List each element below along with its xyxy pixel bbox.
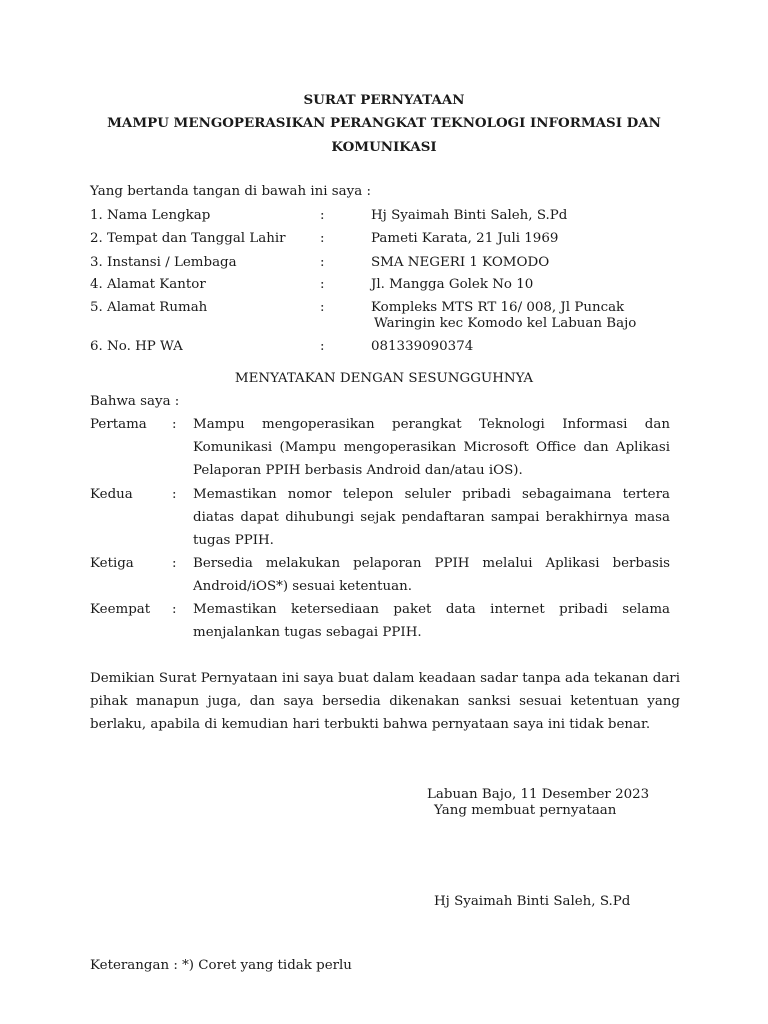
identity-value: Hj Syaimah Binti Saleh, S.Pd <box>371 208 568 223</box>
point-sep: : <box>172 602 177 617</box>
identity-label: 6. No. HP WA <box>90 339 183 354</box>
identity-value: Jl. Mangga Golek No 10 <box>371 277 534 292</box>
point-sep: : <box>172 417 177 432</box>
title-line-2: MAMPU MENGOPERASIKAN PERANGKAT TEKNOLOGI INFORMASI DAN <box>107 115 661 131</box>
point-text: Memastikan nomor telepon seluler pribadi sebagaimana tertera diatas dapat dihubungi sejak pendaftaran sampai berakhirnya masa tugas PPIH. <box>193 487 670 548</box>
point-text: Mampu mengoperasikan perangkat Teknologi Informasi dan Komunikasi (Mampu mengoperasikan Microsoft Office dan Aplikasi Pelaporan PPIH berbasis Android dan/atau iOS). <box>193 417 670 478</box>
signature-place-date: Labuan Bajo, 11 Desember 2023 <box>427 787 650 802</box>
signature-role: Yang membuat pernyataan <box>434 803 617 818</box>
declaration-heading: MENYATAKAN DENGAN SESUNGGUHNYA <box>234 371 534 386</box>
identity-label: 4. Alamat Kantor <box>90 277 206 292</box>
identity-sep: : <box>320 339 325 354</box>
signature-name: Hj Syaimah Binti Saleh, S.Pd <box>434 894 631 909</box>
identity-label: 3. Instansi / Lembaga <box>90 255 237 270</box>
point-label: Keempat <box>90 602 151 617</box>
point-label: Pertama <box>90 417 147 432</box>
identity-sep: : <box>320 208 325 223</box>
point-sep: : <box>172 487 177 502</box>
identity-value: Kompleks MTS RT 16/ 008, Jl Puncak <box>371 300 625 315</box>
point-label: Kedua <box>90 487 133 502</box>
identity-sep: : <box>320 277 325 292</box>
identity-label: 1. Nama Lengkap <box>90 208 211 223</box>
point-sep: : <box>172 556 177 571</box>
identity-value: Pameti Karata, 21 Juli 1969 <box>371 231 559 246</box>
identity-value: 081339090374 <box>371 339 474 354</box>
point-text: Bersedia melakukan pelaporan PPIH melalui Aplikasi berbasis Android/iOS*) sesuai ketentuan. <box>193 556 670 594</box>
identity-label: 2. Tempat dan Tanggal Lahir <box>90 231 286 246</box>
identity-sep: : <box>320 300 325 315</box>
identity-sep: : <box>320 255 325 270</box>
closing-paragraph: Demikian Surat Pernyataan ini saya buat dalam keadaan sadar tanpa ada tekanan dari pihak manapun juga, dan saya bersedia dikenakan sanksi sesuai ketentuan yang berlaku, apabila di kemudian hari terbukti bahwa pernyataan saya ini tidak benar. <box>90 671 680 732</box>
identity-value-line-2: Waringin kec Komodo kel Labuan Bajo <box>374 316 637 331</box>
identity-label: 5. Alamat Rumah <box>90 300 208 315</box>
footnote: Keterangan : *) Coret yang tidak perlu <box>90 958 352 973</box>
point-text: Memastikan ketersediaan paket data internet pribadi selama menjalankan tugas sebagai PPIH. <box>193 602 670 640</box>
bahwa-text: Bahwa saya : <box>90 394 180 409</box>
title-line-1: SURAT PERNYATAAN <box>303 92 465 108</box>
intro-text: Yang bertanda tangan di bawah ini saya : <box>90 184 371 199</box>
point-label: Ketiga <box>90 556 134 571</box>
identity-value: SMA NEGERI 1 KOMODO <box>371 255 550 270</box>
identity-sep: : <box>320 231 325 246</box>
title-line-3: KOMUNIKASI <box>331 139 437 155</box>
